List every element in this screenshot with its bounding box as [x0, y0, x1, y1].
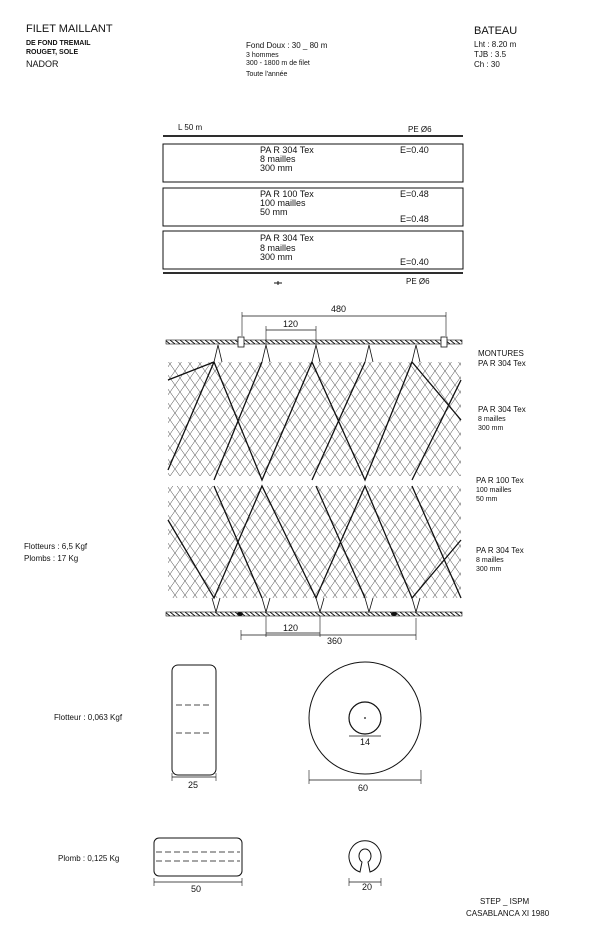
footer-organization: STEP _ ISPM — [480, 897, 530, 906]
foot-rope — [166, 612, 462, 616]
outer2-material: PA R 304 Tex — [476, 546, 524, 555]
float-dim-inner: 14 — [360, 737, 371, 747]
plombs-weight: Plombs : 17 Kg — [24, 554, 79, 563]
montures-label: MONTURES — [478, 349, 524, 358]
sinker-dim-length: 50 — [191, 884, 202, 894]
flotteurs-weight: Flotteurs : 6,5 Kgf — [24, 542, 88, 551]
panel2-line1: PA R 100 Tex — [260, 189, 314, 199]
inner-material: PA R 100 Tex — [476, 476, 524, 485]
sinker-1 — [237, 612, 243, 616]
panel2-line3: 50 mm — [260, 207, 288, 217]
sinker-side-view — [154, 838, 242, 876]
float-label: Flotteur : 0,063 Kgf — [54, 713, 123, 722]
inner-meshes: 100 mailles — [476, 487, 512, 494]
panel2-e1: E=0.48 — [400, 189, 429, 199]
boat-tonnage: TJB : 3.5 — [474, 50, 507, 59]
boat-power: Ch : 30 — [474, 60, 500, 69]
top-hangings — [214, 345, 420, 362]
dim-120-top: 120 — [283, 319, 299, 329]
subtitle-species: ROUGET, SOLE — [26, 49, 79, 56]
panel1-e1: E=0.40 — [400, 145, 429, 155]
crew-info: 3 hommes — [246, 52, 279, 59]
outer2-meshes: 8 mailles — [476, 557, 504, 564]
sinker-2 — [391, 612, 397, 616]
plan-length: L 50 m — [178, 123, 203, 132]
boat-length: Lht : 8.20 m — [474, 40, 517, 49]
float-2 — [441, 337, 447, 347]
outer1-size: 300 mm — [478, 425, 504, 432]
dim-360: 360 — [327, 636, 343, 646]
depth-info: Fond Doux : 30 _ 80 m — [246, 41, 328, 50]
sinker-label: Plomb : 0,125 Kg — [58, 854, 120, 863]
panel3-line1: PA R 304 Tex — [260, 233, 314, 243]
float-1 — [238, 337, 244, 347]
outer1-meshes: 8 mailles — [478, 416, 506, 423]
panel3-line2: 8 mailles — [260, 243, 296, 253]
sinker-ring-view — [349, 841, 381, 872]
panel3-e2: E=0.40 — [400, 257, 429, 267]
panel1-line1: PA R 304 Tex — [260, 145, 314, 155]
mesh-lower — [168, 486, 461, 598]
location: NADOR — [26, 59, 59, 69]
footer-place-date: CASABLANCA XI 1980 — [466, 909, 550, 918]
plan-bottom-rope-label: PE Ø6 — [406, 277, 430, 286]
panel2-line2: 100 mailles — [260, 198, 306, 208]
dim-480: 480 — [331, 304, 347, 314]
float-side-view — [172, 665, 216, 775]
dim-120-bottom: 120 — [283, 623, 299, 633]
season-info: Toute l'année — [246, 71, 288, 78]
plan-top-rope-label: PE Ø6 — [408, 125, 432, 134]
title: FILET MAILLANT — [26, 23, 113, 35]
panel1-line3: 300 mm — [260, 163, 293, 173]
boat-title: BATEAU — [474, 25, 518, 37]
head-rope — [166, 340, 462, 344]
outer1-material: PA R 304 Tex — [478, 405, 526, 414]
outer2-size: 300 mm — [476, 566, 502, 573]
subtitle-gear: DE FOND TREMAIL — [26, 40, 91, 47]
net-length-info: 300 - 1800 m de filet — [246, 60, 310, 67]
panel2-e2: E=0.48 — [400, 214, 429, 224]
float-dim-outer: 60 — [358, 783, 369, 793]
bottom-hangings — [212, 598, 420, 612]
panel3-line3: 300 mm — [260, 252, 293, 262]
float-dim-side: 25 — [188, 780, 199, 790]
inner-size: 50 mm — [476, 496, 498, 503]
mesh-upper — [168, 362, 461, 476]
sinker-dim-ring: 20 — [362, 882, 373, 892]
montures-material: PA R 304 Tex — [478, 359, 526, 368]
panel1-line2: 8 mailles — [260, 154, 296, 164]
